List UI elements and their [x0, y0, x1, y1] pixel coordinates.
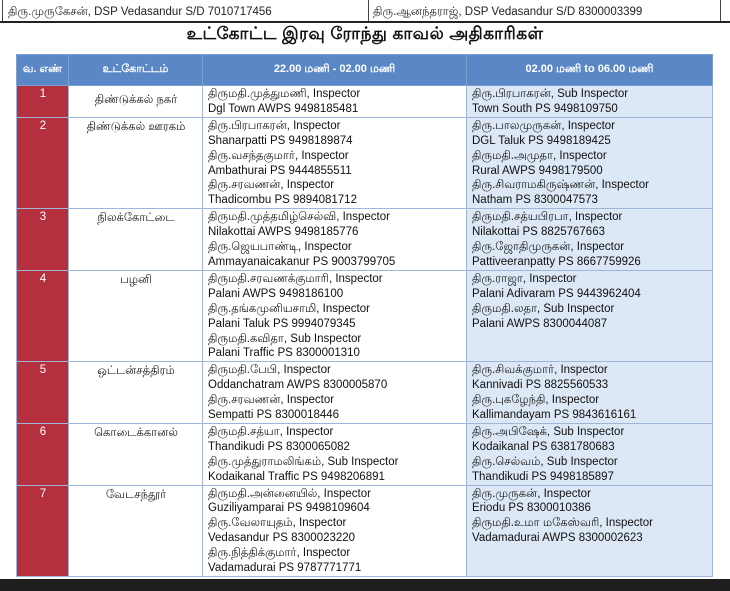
officer-name: திரு.பாலமுருகன், Inspector — [472, 119, 616, 132]
officer-name: திரு.புகழேந்தி, Inspector — [472, 394, 600, 407]
officer-name: திரு.சரவணன், Inspector — [208, 179, 335, 192]
table-row — [17, 209, 713, 271]
shift-2-officers — [467, 270, 713, 361]
table-row — [17, 485, 713, 576]
serial-number-cell — [17, 117, 69, 208]
officer-name: திருமதி.அன்னையில், Inspector — [208, 487, 371, 500]
strip-divider — [368, 0, 369, 21]
officer-name: திரு.ஜெயபாண்டி, Inspector — [208, 241, 352, 254]
shift-2-officers — [467, 86, 713, 118]
officer-station: Rural AWPS 9498179500 — [472, 164, 603, 177]
shift-2-officers — [467, 485, 713, 576]
division-cell — [69, 86, 203, 118]
officer-station: Vadamadurai PS 9787771771 — [208, 562, 362, 575]
header-serial-number: வ. எண் — [17, 55, 69, 86]
officer-station: DGL Taluk PS 9498189425 — [472, 134, 611, 147]
officer-name: திரு.முருகன், Inspector — [472, 487, 591, 500]
shift-1-officers — [203, 117, 467, 208]
strip-right-border — [720, 0, 721, 21]
shift-2-officers — [467, 209, 713, 271]
officer-name: திரு.செல்வம், Sub Inspector — [472, 455, 618, 468]
officer-station: Nilakottai PS 8825767663 — [472, 226, 605, 239]
officer-name: திரு.நித்திக்குமார், Inspector — [208, 547, 351, 560]
shift-1-officers — [203, 362, 467, 424]
division-name: திண்டுக்கல் நகர் — [94, 94, 178, 106]
officer-name: திருமதி.அமுதா, Inspector — [472, 149, 607, 162]
officer-station: Guziliyamparai PS 9498109604 — [208, 502, 370, 515]
officer-name: திருமதி.சத்யபிரபா, Inspector — [472, 211, 623, 224]
shift-2-officers — [467, 423, 713, 485]
header-shift-1: 22.00 மணி - 02.00 மணி — [203, 55, 467, 86]
table-row — [17, 270, 713, 361]
officer-station: Dgl Town AWPS 9498185481 — [208, 102, 359, 115]
officer-name: திரு.பிரபாகரன், Inspector — [208, 119, 341, 132]
officer-name: திருமதி.உமா மகேஸ்வரி, Inspector — [472, 517, 653, 530]
officer-station: Kodaikanal Traffic PS 9498206891 — [208, 470, 385, 483]
officer-station: Ammayanaicakanur PS 9003799705 — [208, 255, 396, 268]
table-row — [17, 423, 713, 485]
officer-station: Oddanchatram AWPS 8300005870 — [208, 379, 388, 392]
serial-number: 2 — [39, 119, 47, 132]
division-cell — [69, 362, 203, 424]
officer-station: Vedasandur PS 8300023220 — [208, 532, 356, 545]
officer-name: திருமதி.பேபி, Inspector — [208, 364, 331, 377]
shift-1-officers — [203, 423, 467, 485]
officer-station: Ambathurai PS 9444855511 — [208, 164, 352, 177]
table-row — [17, 86, 713, 118]
officer-name: திரு.ராஜா, Inspector — [472, 272, 577, 285]
officer-station: Thandikudi PS 8300065082 — [208, 440, 350, 453]
officer-name: திரு.வேலாயுதம், Inspector — [208, 517, 347, 530]
page-title: உட்கோட்ட இரவு ரோந்து காவல் அதிகாரிகள் — [186, 24, 544, 43]
patrol-roster-table — [16, 54, 713, 577]
officer-name: திரு.ஜோதிமுருகன், Inspector — [472, 241, 625, 254]
shift-1-officers — [203, 209, 467, 271]
serial-number-cell — [17, 485, 69, 576]
serial-number: 3 — [39, 211, 47, 224]
division-cell — [69, 117, 203, 208]
serial-number-cell — [17, 86, 69, 118]
table-row — [17, 362, 713, 424]
serial-number-cell — [17, 209, 69, 271]
serial-number-cell — [17, 270, 69, 361]
officer-station: Town South PS 9498109750 — [472, 102, 618, 115]
serial-number: 4 — [39, 272, 47, 285]
division-name: திண்டுக்கல் ஊரகம் — [86, 120, 186, 133]
serial-number: 1 — [39, 88, 47, 100]
bottom-bar — [0, 579, 730, 591]
serial-number: 7 — [39, 487, 47, 500]
division-name: கொடைக்கானல் — [94, 426, 178, 439]
officer-station: Kodaikanal PS 6381780683 — [472, 440, 615, 453]
officer-name: திருமதி.லதா, Sub Inspector — [472, 302, 615, 315]
officer-station: Palani Traffic PS 8300001310 — [208, 347, 360, 360]
previous-dsp-right: திரு.ஆனந்தராஜ், DSP Vedasandur S/D 8300003399 — [373, 6, 643, 18]
officer-station: Palani Adivaram PS 9443962404 — [472, 287, 641, 300]
shift-2-officers — [467, 362, 713, 424]
officer-name: திரு.சிவக்குமார், Inspector — [472, 364, 608, 377]
officer-name: திரு.சிவராமகிருஷ்ணன், Inspector — [472, 179, 649, 192]
serial-number-cell — [17, 423, 69, 485]
shift-1-officers — [203, 270, 467, 361]
officer-name: திருமதி.முத்துமணி, Inspector — [208, 88, 361, 100]
division-cell — [69, 270, 203, 361]
serial-number: 5 — [39, 364, 47, 377]
officer-name: திருமதி.சத்யா, Inspector — [208, 425, 334, 438]
officer-station: Kannivadi PS 8825560533 — [472, 379, 609, 392]
table-row — [17, 117, 713, 208]
officer-station: Eriodu PS 8300010386 — [472, 502, 591, 515]
officer-name: திருமதி.முத்தமிழ்செல்வி, Inspector — [208, 211, 390, 224]
previous-dsp-left: திரு.முருகேசன், DSP Vedasandur S/D 7010717456 — [8, 6, 272, 18]
officer-station: Kallimandayam PS 9843616161 — [472, 409, 637, 422]
serial-number-cell — [17, 362, 69, 424]
division-name: பழனி — [120, 273, 152, 286]
division-cell — [69, 209, 203, 271]
officer-station: Thandikudi PS 9498185897 — [472, 470, 614, 483]
officer-name: திரு.சரவணன், Inspector — [208, 394, 335, 407]
division-cell — [69, 485, 203, 576]
officer-station: Palani AWPS 9498186100 — [208, 287, 344, 300]
officer-station: Palani Taluk PS 9994079345 — [208, 317, 356, 330]
division-cell — [69, 423, 203, 485]
division-name: நிலக்கோட்டை — [97, 212, 175, 225]
strip-left-border — [2, 0, 3, 21]
shift-2-officers — [467, 117, 713, 208]
officer-name: திரு.வசந்தகுமார், Inspector — [208, 149, 349, 162]
officer-station: Nilakottai AWPS 9498185776 — [208, 226, 359, 239]
division-name: ஒட்டன்சத்திரம் — [97, 365, 175, 378]
officer-name: திரு.முத்துராமலிங்கம், Sub Inspector — [208, 455, 399, 468]
officer-station: Palani AWPS 8300044087 — [472, 317, 608, 330]
officer-station: Natham PS 8300047573 — [472, 194, 598, 207]
officer-name: திருமதி.கவிதா, Sub Inspector — [208, 332, 362, 345]
officer-name: திரு.தங்கமுனியசாமி, Inspector — [208, 302, 370, 315]
shift-1-officers — [203, 485, 467, 576]
officer-station: Thadicombu PS 9894081712 — [208, 194, 357, 207]
officer-station: Sempatti PS 8300018446 — [208, 409, 340, 422]
table-header-row — [17, 55, 713, 86]
serial-number: 6 — [39, 425, 47, 438]
division-name: வேடசந்தூர் — [105, 488, 167, 501]
shift-1-officers — [203, 86, 467, 118]
header-division: உட்கோட்டம் — [69, 55, 203, 86]
officer-station: Shanarpatti PS 9498189874 — [208, 134, 353, 147]
officer-station: Pattiveeranpatty PS 8667759926 — [472, 255, 641, 268]
officer-station: Vadamadurai AWPS 8300002623 — [472, 532, 643, 545]
header-shift-2: 02.00 மணி to 06.00 மணி — [467, 55, 713, 86]
officer-name: திரு.அபிஷேக், Sub Inspector — [472, 425, 625, 438]
officer-name: திருமதி.சரவணக்குமாரி, Inspector — [208, 272, 383, 285]
roster-body — [17, 86, 713, 577]
officer-name: திரு.பிரபாகரன், Sub Inspector — [472, 88, 629, 100]
previous-table-strip — [0, 0, 730, 23]
